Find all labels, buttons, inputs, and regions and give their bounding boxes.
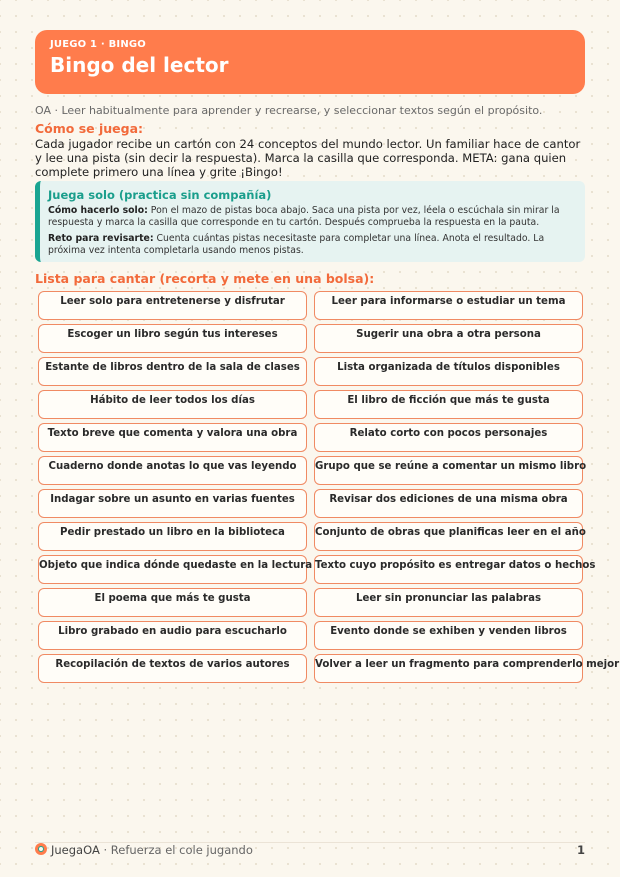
- call-card: Volver a leer un fragmento para comprenderlo mejor: [314, 654, 583, 683]
- call-card: Hábito de leer todos los días: [38, 390, 307, 419]
- call-card: Cuaderno donde anotas lo que vas leyendo: [38, 456, 307, 485]
- call-card: Leer para informarse o estudiar un tema: [314, 291, 583, 320]
- solo-challenge-text: Cuenta cuántas pistas necesitaste para completar una línea. Anota el resultado. La próxima vez intenta completarla usando menos pistas.: [48, 233, 545, 256]
- call-card: Pedir prestado un libro en la biblioteca: [38, 522, 307, 551]
- solo-how-label: Cómo hacerlo solo:: [48, 205, 148, 216]
- solo-how-text: Pon el mazo de pistas boca abajo. Saca una pista por vez, léela o escúchala sin mirar la respuesta y marca la casilla que corresponde en tu cartón. Después comprueba la respuesta en la pauta.: [48, 205, 560, 228]
- game-kicker: JUEGO 1 · BINGO: [50, 39, 147, 50]
- solo-how-paragraph: [48, 205, 575, 229]
- call-card: El poema que más te gusta: [38, 588, 307, 617]
- call-card: Relato corto con pocos personajes: [314, 423, 583, 452]
- how-to-text: Cada jugador recibe un cartón con 24 conceptos del mundo lector. Un familiar hace de cantor y lee una pista (sin decir la respuesta). Marca la casilla que corresponda. META: gana quien complete primero una línea y grite ¡Bingo!: [35, 137, 581, 179]
- page-number: 1: [576, 843, 585, 857]
- call-card: Indagar sobre un asunto en varias fuentes: [38, 489, 307, 518]
- solo-challenge-label: Reto para revisarte:: [48, 233, 154, 244]
- call-card: Libro grabado en audio para escucharlo: [38, 621, 307, 650]
- solo-play-box: [35, 181, 585, 262]
- how-to-title: Cómo se juega:: [35, 121, 144, 136]
- call-card: Lista organizada de títulos disponibles: [314, 357, 583, 386]
- call-list-grid: [38, 291, 620, 683]
- call-card: Conjunto de obras que planificas leer en el año: [314, 522, 583, 551]
- footer-brand: [51, 843, 253, 857]
- call-card: Leer solo para entretenerse y disfrutar: [38, 291, 307, 320]
- page-footer: [35, 843, 585, 859]
- call-card: Revisar dos ediciones de una misma obra: [314, 489, 583, 518]
- call-list-title: Lista para cantar (recorta y mete en una bolsa):: [35, 271, 375, 286]
- solo-title: Juega solo (practica sin compañía): [48, 188, 272, 202]
- solo-challenge-paragraph: [48, 233, 575, 257]
- call-card: Leer sin pronunciar las palabras: [314, 588, 583, 617]
- call-card: Escoger un libro según tus intereses: [38, 324, 307, 353]
- brand-name: JuegaOA: [51, 843, 100, 857]
- call-card: Sugerir una obra a otra persona: [314, 324, 583, 353]
- learning-objective: OA · Leer habitualmente para aprender y recrearse, y seleccionar textos según el propósito.: [35, 104, 543, 117]
- call-card: El libro de ficción que más te gusta: [314, 390, 583, 419]
- brand-tagline: · Refuerza el cole jugando: [99, 843, 253, 857]
- game-header: [35, 30, 585, 94]
- call-card: Recopilación de textos de varios autores: [38, 654, 307, 683]
- game-title: Bingo del lector: [50, 53, 229, 77]
- call-card: Objeto que indica dónde quedaste en la lectura: [38, 555, 307, 584]
- call-card: Texto breve que comenta y valora una obra: [38, 423, 307, 452]
- call-card: Estante de libros dentro de la sala de clases: [38, 357, 307, 386]
- call-card: Texto cuyo propósito es entregar datos o hechos: [314, 555, 583, 584]
- brand-logo-icon: [35, 843, 47, 855]
- call-card: Evento donde se exhiben y venden libros: [314, 621, 583, 650]
- call-card: Grupo que se reúne a comentar un mismo libro: [314, 456, 583, 485]
